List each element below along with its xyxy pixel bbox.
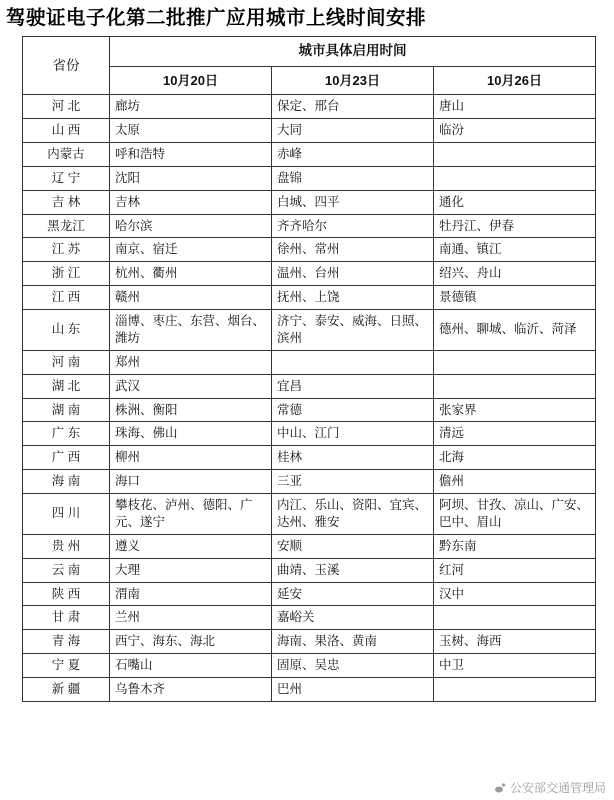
cities-cell-1: 赣州 bbox=[110, 286, 272, 310]
cities-cell-1: 呼和浩特 bbox=[110, 142, 272, 166]
column-header-date-1: 10月20日 bbox=[110, 66, 272, 95]
cities-cell-1: 大理 bbox=[110, 558, 272, 582]
cities-cell-2: 白城、四平 bbox=[272, 190, 434, 214]
table-row bbox=[23, 558, 596, 582]
table-row bbox=[23, 470, 596, 494]
cities-cell-3: 清远 bbox=[434, 422, 596, 446]
province-cell: 青 海 bbox=[23, 630, 110, 654]
cities-cell-1: 沈阳 bbox=[110, 166, 272, 190]
province-cell: 广 西 bbox=[23, 446, 110, 470]
cities-cell-1: 攀枝花、泸州、德阳、广元、遂宁 bbox=[110, 494, 272, 535]
province-cell: 新 疆 bbox=[23, 678, 110, 702]
cities-cell-3: 中卫 bbox=[434, 654, 596, 678]
cities-cell-3 bbox=[434, 166, 596, 190]
cities-cell-2: 赤峰 bbox=[272, 142, 434, 166]
cities-cell-1: 哈尔滨 bbox=[110, 214, 272, 238]
cities-cell-1: 遵义 bbox=[110, 534, 272, 558]
table-header-row-1 bbox=[23, 37, 596, 66]
province-cell: 山 西 bbox=[23, 119, 110, 143]
table-row bbox=[23, 582, 596, 606]
province-cell: 广 东 bbox=[23, 422, 110, 446]
cities-cell-3 bbox=[434, 606, 596, 630]
table-row bbox=[23, 678, 596, 702]
table-row bbox=[23, 238, 596, 262]
province-cell: 山 东 bbox=[23, 310, 110, 351]
cities-cell-2: 大同 bbox=[272, 119, 434, 143]
cities-cell-2: 桂林 bbox=[272, 446, 434, 470]
cities-cell-1: 杭州、衢州 bbox=[110, 262, 272, 286]
cities-cell-1: 南京、宿迁 bbox=[110, 238, 272, 262]
table-row bbox=[23, 534, 596, 558]
province-cell: 湖 南 bbox=[23, 398, 110, 422]
cities-cell-3: 北海 bbox=[434, 446, 596, 470]
province-cell: 黑龙江 bbox=[23, 214, 110, 238]
cities-cell-2: 中山、江门 bbox=[272, 422, 434, 446]
column-header-date-2: 10月23日 bbox=[272, 66, 434, 95]
table-row bbox=[23, 119, 596, 143]
table-row bbox=[23, 606, 596, 630]
cities-cell-1: 兰州 bbox=[110, 606, 272, 630]
cities-cell-3: 绍兴、舟山 bbox=[434, 262, 596, 286]
province-cell: 四 川 bbox=[23, 494, 110, 535]
cities-cell-2: 宜昌 bbox=[272, 374, 434, 398]
table-row bbox=[23, 422, 596, 446]
cities-cell-3 bbox=[434, 142, 596, 166]
table-row bbox=[23, 446, 596, 470]
cities-cell-2: 内江、乐山、资阳、宜宾、达州、雅安 bbox=[272, 494, 434, 535]
province-cell: 甘 肃 bbox=[23, 606, 110, 630]
province-cell: 辽 宁 bbox=[23, 166, 110, 190]
cities-cell-2: 固原、吴忠 bbox=[272, 654, 434, 678]
cities-cell-3 bbox=[434, 350, 596, 374]
province-cell: 河 南 bbox=[23, 350, 110, 374]
cities-cell-1: 海口 bbox=[110, 470, 272, 494]
cities-cell-3: 汉中 bbox=[434, 582, 596, 606]
province-cell: 吉 林 bbox=[23, 190, 110, 214]
cities-cell-2: 常德 bbox=[272, 398, 434, 422]
table-container bbox=[0, 36, 614, 702]
column-header-group: 城市具体启用时间 bbox=[110, 37, 596, 66]
cities-cell-3: 儋州 bbox=[434, 470, 596, 494]
cities-cell-3: 张家界 bbox=[434, 398, 596, 422]
cities-cell-3 bbox=[434, 374, 596, 398]
province-cell: 浙 江 bbox=[23, 262, 110, 286]
cities-cell-1: 廊坊 bbox=[110, 95, 272, 119]
cities-cell-2: 徐州、常州 bbox=[272, 238, 434, 262]
province-cell: 贵 州 bbox=[23, 534, 110, 558]
schedule-table bbox=[22, 36, 596, 702]
cities-cell-3: 阿坝、甘孜、凉山、广安、巴中、眉山 bbox=[434, 494, 596, 535]
cities-cell-2: 盘锦 bbox=[272, 166, 434, 190]
cities-cell-1: 武汉 bbox=[110, 374, 272, 398]
cities-cell-2: 海南、果洛、黄南 bbox=[272, 630, 434, 654]
province-cell: 江 西 bbox=[23, 286, 110, 310]
cities-cell-1: 太原 bbox=[110, 119, 272, 143]
table-row bbox=[23, 214, 596, 238]
cities-cell-1: 珠海、佛山 bbox=[110, 422, 272, 446]
table-row bbox=[23, 350, 596, 374]
cities-cell-2: 温州、台州 bbox=[272, 262, 434, 286]
cities-cell-2: 延安 bbox=[272, 582, 434, 606]
cities-cell-2: 安顺 bbox=[272, 534, 434, 558]
table-row bbox=[23, 262, 596, 286]
province-cell: 湖 北 bbox=[23, 374, 110, 398]
watermark-text: 公安部交通管理局 bbox=[509, 781, 606, 795]
cities-cell-1: 乌鲁木齐 bbox=[110, 678, 272, 702]
cities-cell-2: 三亚 bbox=[272, 470, 434, 494]
table-header bbox=[23, 37, 596, 95]
province-cell: 海 南 bbox=[23, 470, 110, 494]
table-row bbox=[23, 310, 596, 351]
cities-cell-3 bbox=[434, 678, 596, 702]
cities-cell-1: 石嘴山 bbox=[110, 654, 272, 678]
cities-cell-1: 渭南 bbox=[110, 582, 272, 606]
cities-cell-2: 抚州、上饶 bbox=[272, 286, 434, 310]
cities-cell-2: 齐齐哈尔 bbox=[272, 214, 434, 238]
weibo-icon bbox=[494, 782, 506, 794]
column-header-province: 省份 bbox=[23, 37, 110, 95]
table-row bbox=[23, 166, 596, 190]
table-body bbox=[23, 95, 596, 702]
table-row bbox=[23, 654, 596, 678]
table-row bbox=[23, 374, 596, 398]
cities-cell-2 bbox=[272, 350, 434, 374]
cities-cell-2: 巴州 bbox=[272, 678, 434, 702]
cities-cell-2: 嘉峪关 bbox=[272, 606, 434, 630]
province-cell: 河 北 bbox=[23, 95, 110, 119]
cities-cell-2: 曲靖、玉溪 bbox=[272, 558, 434, 582]
province-cell: 内蒙古 bbox=[23, 142, 110, 166]
table-row bbox=[23, 286, 596, 310]
cities-cell-1: 淄博、枣庄、东营、烟台、潍坊 bbox=[110, 310, 272, 351]
cities-cell-1: 西宁、海东、海北 bbox=[110, 630, 272, 654]
table-row bbox=[23, 190, 596, 214]
watermark bbox=[494, 779, 606, 796]
table-row bbox=[23, 398, 596, 422]
table-row bbox=[23, 494, 596, 535]
cities-cell-3: 黔东南 bbox=[434, 534, 596, 558]
column-header-date-3: 10月26日 bbox=[434, 66, 596, 95]
cities-cell-3: 红河 bbox=[434, 558, 596, 582]
cities-cell-3: 南通、镇江 bbox=[434, 238, 596, 262]
cities-cell-1: 株洲、衡阳 bbox=[110, 398, 272, 422]
cities-cell-3: 临汾 bbox=[434, 119, 596, 143]
cities-cell-1: 郑州 bbox=[110, 350, 272, 374]
cities-cell-3: 玉树、海西 bbox=[434, 630, 596, 654]
province-cell: 云 南 bbox=[23, 558, 110, 582]
province-cell: 宁 夏 bbox=[23, 654, 110, 678]
cities-cell-2: 济宁、泰安、威海、日照、滨州 bbox=[272, 310, 434, 351]
cities-cell-3: 唐山 bbox=[434, 95, 596, 119]
cities-cell-1: 吉林 bbox=[110, 190, 272, 214]
province-cell: 陕 西 bbox=[23, 582, 110, 606]
cities-cell-3: 德州、聊城、临沂、菏泽 bbox=[434, 310, 596, 351]
table-row bbox=[23, 630, 596, 654]
page-title: 驾驶证电子化第二批推广应用城市上线时间安排 bbox=[6, 7, 427, 29]
table-row bbox=[23, 95, 596, 119]
table-row bbox=[23, 142, 596, 166]
cities-cell-2: 保定、邢台 bbox=[272, 95, 434, 119]
province-cell: 江 苏 bbox=[23, 238, 110, 262]
cities-cell-3: 通化 bbox=[434, 190, 596, 214]
cities-cell-3: 牡丹江、伊春 bbox=[434, 214, 596, 238]
cities-cell-3: 景德镇 bbox=[434, 286, 596, 310]
cities-cell-1: 柳州 bbox=[110, 446, 272, 470]
